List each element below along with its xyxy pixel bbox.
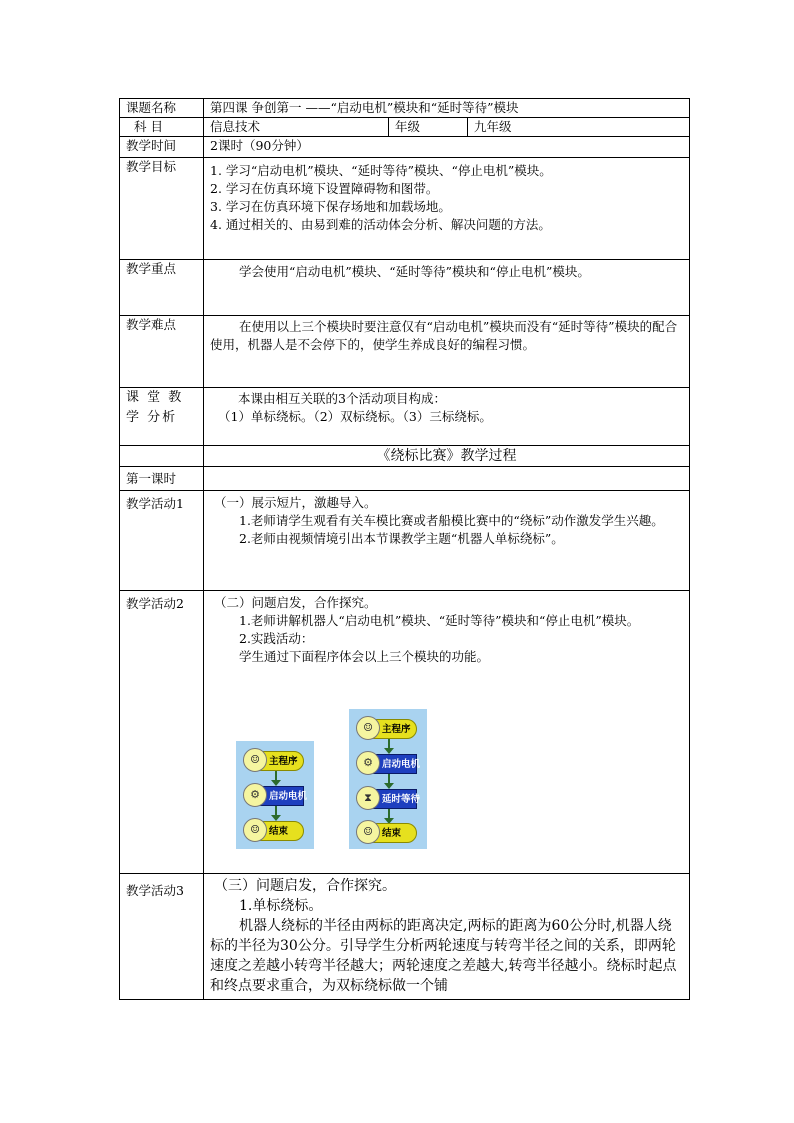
activity2-cell: [204, 591, 690, 874]
lesson-plan-table: [119, 98, 690, 1000]
key-points-text: 学会使用“启动电机”模块、“延时等待”模块和“停止电机”模块。: [204, 260, 690, 316]
objectives-cell: [204, 158, 690, 260]
flow-arrow: [275, 806, 277, 818]
flow-arrow: [388, 809, 390, 821]
end-icon: ☺: [356, 820, 380, 844]
grade-value: 九年级: [468, 118, 690, 137]
flow-node-main: [250, 751, 304, 771]
row-analysis: [120, 388, 690, 446]
activity1-paragraph: 1.老师请学生观看有关车模比赛或者船模比赛中的“绕标”动作激发学生兴趣。: [239, 513, 664, 528]
main-program-icon: ☺: [243, 748, 267, 772]
difficulties-text: 在使用以上三个模块时要注意仅有“启动电机”模块而没有“延时等待”模块的配合使用，机器人是不会停下的，使学生养成良好的编程习惯。: [204, 316, 690, 388]
time-label: 教学时间: [120, 137, 204, 158]
flow-arrow: [388, 774, 390, 786]
row-activity3: [120, 874, 690, 1000]
activity2-paragraph: 学生通过下面程序体会以上三个模块的功能。: [239, 649, 490, 664]
row-objectives: [120, 158, 690, 260]
flow-arrow: [388, 739, 390, 751]
title-label: 课题名称: [120, 99, 204, 118]
flowchart-with-delay: [349, 709, 427, 849]
first-period-label: 第一课时: [120, 467, 204, 491]
flow-node-label: 主程序: [382, 724, 411, 735]
row-key-points: [120, 260, 690, 316]
activity2-paragraph: 2.实践活动：: [239, 631, 314, 646]
main-program-icon: ☺: [356, 716, 380, 740]
objective-item: 2. 学习在仿真环境下设置障碍物和图带。: [210, 181, 439, 196]
timer-icon: ⧗: [356, 786, 380, 810]
analysis-cell: [204, 388, 690, 446]
row-first-period: [120, 467, 690, 491]
flowchart-simple: [236, 741, 314, 849]
activity1-cell: [204, 491, 690, 591]
flow-node-label: 启动电机: [269, 791, 308, 802]
activity3-heading: （三）问题启发，合作探究。: [214, 878, 396, 894]
flow-node-label: 启动电机: [382, 759, 421, 770]
row-subject: [120, 118, 690, 137]
key-points-label: 教学重点: [120, 260, 204, 316]
flow-node-label: 主程序: [269, 756, 298, 767]
end-icon: ☺: [243, 818, 267, 842]
motor-icon: ⚙: [243, 783, 267, 807]
analysis-label: 课 堂 教 学 分析: [120, 388, 204, 446]
flow-node-main: [363, 719, 417, 739]
row-difficulties: [120, 316, 690, 388]
flow-node-delay: [363, 789, 421, 809]
activity1-heading: （一）展示短片，激趣导入。: [214, 495, 377, 510]
activity3-paragraph: 1.单标绕标。: [239, 898, 323, 914]
flow-arrow: [275, 771, 277, 783]
time-value: 2课时（90分钟）: [204, 137, 690, 158]
difficulties-label: 教学难点: [120, 316, 204, 388]
row-title: [120, 99, 690, 118]
row-time: [120, 137, 690, 158]
activity1-paragraph: 2.老师由视频情境引出本节课教学主题“机器人单标绕标”。: [239, 531, 564, 546]
row-activity2: [120, 591, 690, 874]
analysis-line: 本课由相互关联的3个活动项目构成：: [238, 391, 446, 406]
process-title: 《绕标比赛》教学过程: [204, 446, 690, 467]
activity3-label: 教学活动3: [120, 874, 204, 1000]
activity1-label: 教学活动1: [120, 491, 204, 591]
row-process-title: [120, 446, 690, 467]
flow-node-label: 结束: [382, 828, 402, 839]
title-value: 第四课 争创第一 ——“启动电机”模块和“延时等待”模块: [204, 99, 690, 118]
objective-item: 1. 学习“启动电机”模块、“延时等待”模块、“停止电机”模块。: [210, 163, 552, 178]
flow-node-start-motor: [250, 786, 308, 806]
objective-item: 4. 通过相关的、由易到难的活动体会分析、解决问题的方法。: [210, 217, 551, 232]
activity2-paragraph: 1.老师讲解机器人“启动电机”模块、“延时等待”模块和“停止电机”模块。: [239, 613, 640, 628]
objective-item: 3. 学习在仿真环境下保存场地和加载场地。: [210, 199, 451, 214]
analysis-line: （1）单标绕标。（2）双标绕标。（3）三标绕标。: [218, 409, 492, 424]
flow-node-start-motor: [363, 754, 421, 774]
activity2-heading: （二）问题启发，合作探究。: [214, 595, 377, 610]
flow-node-label: 结束: [269, 826, 289, 837]
subject-label: 科 目: [120, 118, 204, 137]
flow-node-label: 延时等待: [382, 794, 421, 805]
subject-value: 信息技术: [204, 118, 389, 137]
activity3-paragraph: 机器人绕标的半径由两标的距离决定,两标的距离为60公分时,机器人绕标的半径为30公分。引导学生分析两轮速度与转弯半径之间的关系，即两轮速度之差越小转弯半径越大；两轮速度之差越大,转弯半径越小。绕标时起点和终点要求重合，为双标绕标做一个铺: [210, 918, 677, 994]
motor-icon: ⚙: [356, 751, 380, 775]
activity2-label: 教学活动2: [120, 591, 204, 874]
grade-label: 年级: [389, 118, 468, 137]
row-activity1: [120, 491, 690, 591]
flow-node-end: [250, 821, 304, 841]
empty-cell: [204, 467, 690, 491]
activity3-cell: [204, 874, 690, 1000]
empty-cell: [120, 446, 204, 467]
flow-node-end: [363, 823, 417, 843]
objectives-label: 教学目标: [120, 158, 204, 260]
